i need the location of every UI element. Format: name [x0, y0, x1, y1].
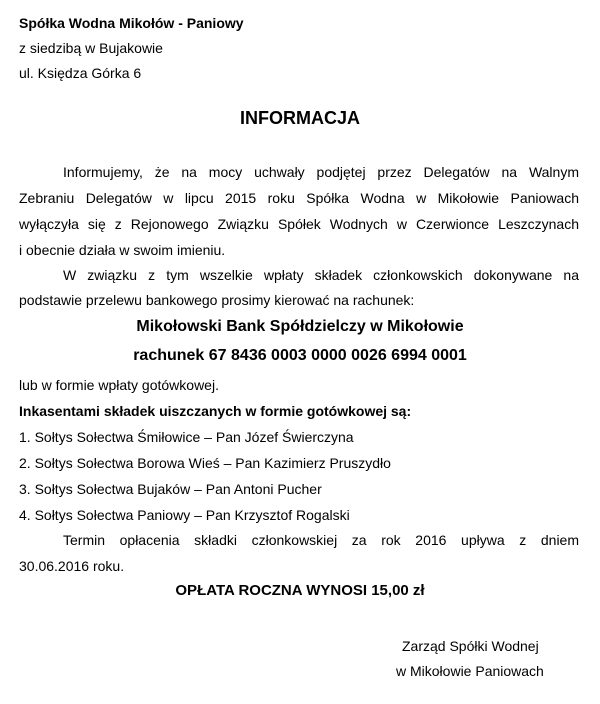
collector-item: 1. Sołtys Sołectwa Śmiłowice – Pan Józef Świerczyna [19, 429, 354, 445]
annual-fee: OPŁATA ROCZNA WYNOSI 15,00 zł [175, 582, 425, 599]
collector-item: 4. Sołtys Sołectwa Paniowy – Pan Krzysztof Rogalski [19, 507, 350, 523]
cash-note: lub w formie wpłaty gotówkowej. [19, 377, 219, 393]
paragraph1-line1: Informujemy, że na mocy uchwały podjętej przez Delegatów na Walnym [63, 164, 579, 180]
collectors-heading: Inkasentami składek uiszczanych w formie gotówkowej są: [19, 403, 412, 419]
signature-line2: w Mikołowie Paniowach [396, 663, 544, 679]
collector-item: 2. Sołtys Sołectwa Borowa Wieś – Pan Kazimierz Pruszydło [19, 455, 391, 471]
signature-line1: Zarząd Spółki Wodnej [402, 638, 539, 654]
document-title: INFORMACJA [240, 108, 360, 128]
paragraph1-line3: wyłączyła się z Rejonowego Związku Spółek Wodnych w Czerwionce Leszczynach [19, 216, 579, 232]
paragraph2-line2: podstawie przelewu bankowego prosimy kierować na rachunek: [19, 292, 415, 308]
deadline-line1: Termin opłacenia składki członkowskiej za rok 2016 upływa z dniem [63, 532, 579, 548]
org-name: Spółka Wodna Mikołów - Paniowy [19, 15, 244, 31]
bank-name: Mikołowski Bank Spółdzielczy w Mikołowie [136, 318, 464, 335]
org-address: ul. Księdza Górka 6 [19, 65, 142, 81]
deadline-line2: 30.06.2016 roku. [19, 558, 125, 574]
collector-item: 3. Sołtys Sołectwa Bujaków – Pan Antoni Pucher [19, 481, 322, 497]
paragraph2-line1: W związku z tym wszelkie wpłaty składek członkowskich dokonywane na [63, 267, 579, 283]
bank-account: rachunek 67 8436 0003 0000 0026 6994 0001 [133, 347, 467, 364]
paragraph1-line2: Zebraniu Delegatów w lipcu 2015 roku Spółka Wodna w Mikołowie Paniowach [19, 190, 579, 206]
org-seat: z siedzibą w Bujakowie [19, 40, 163, 56]
paragraph1-line4: i obecnie działa w swoim imieniu. [19, 242, 226, 258]
